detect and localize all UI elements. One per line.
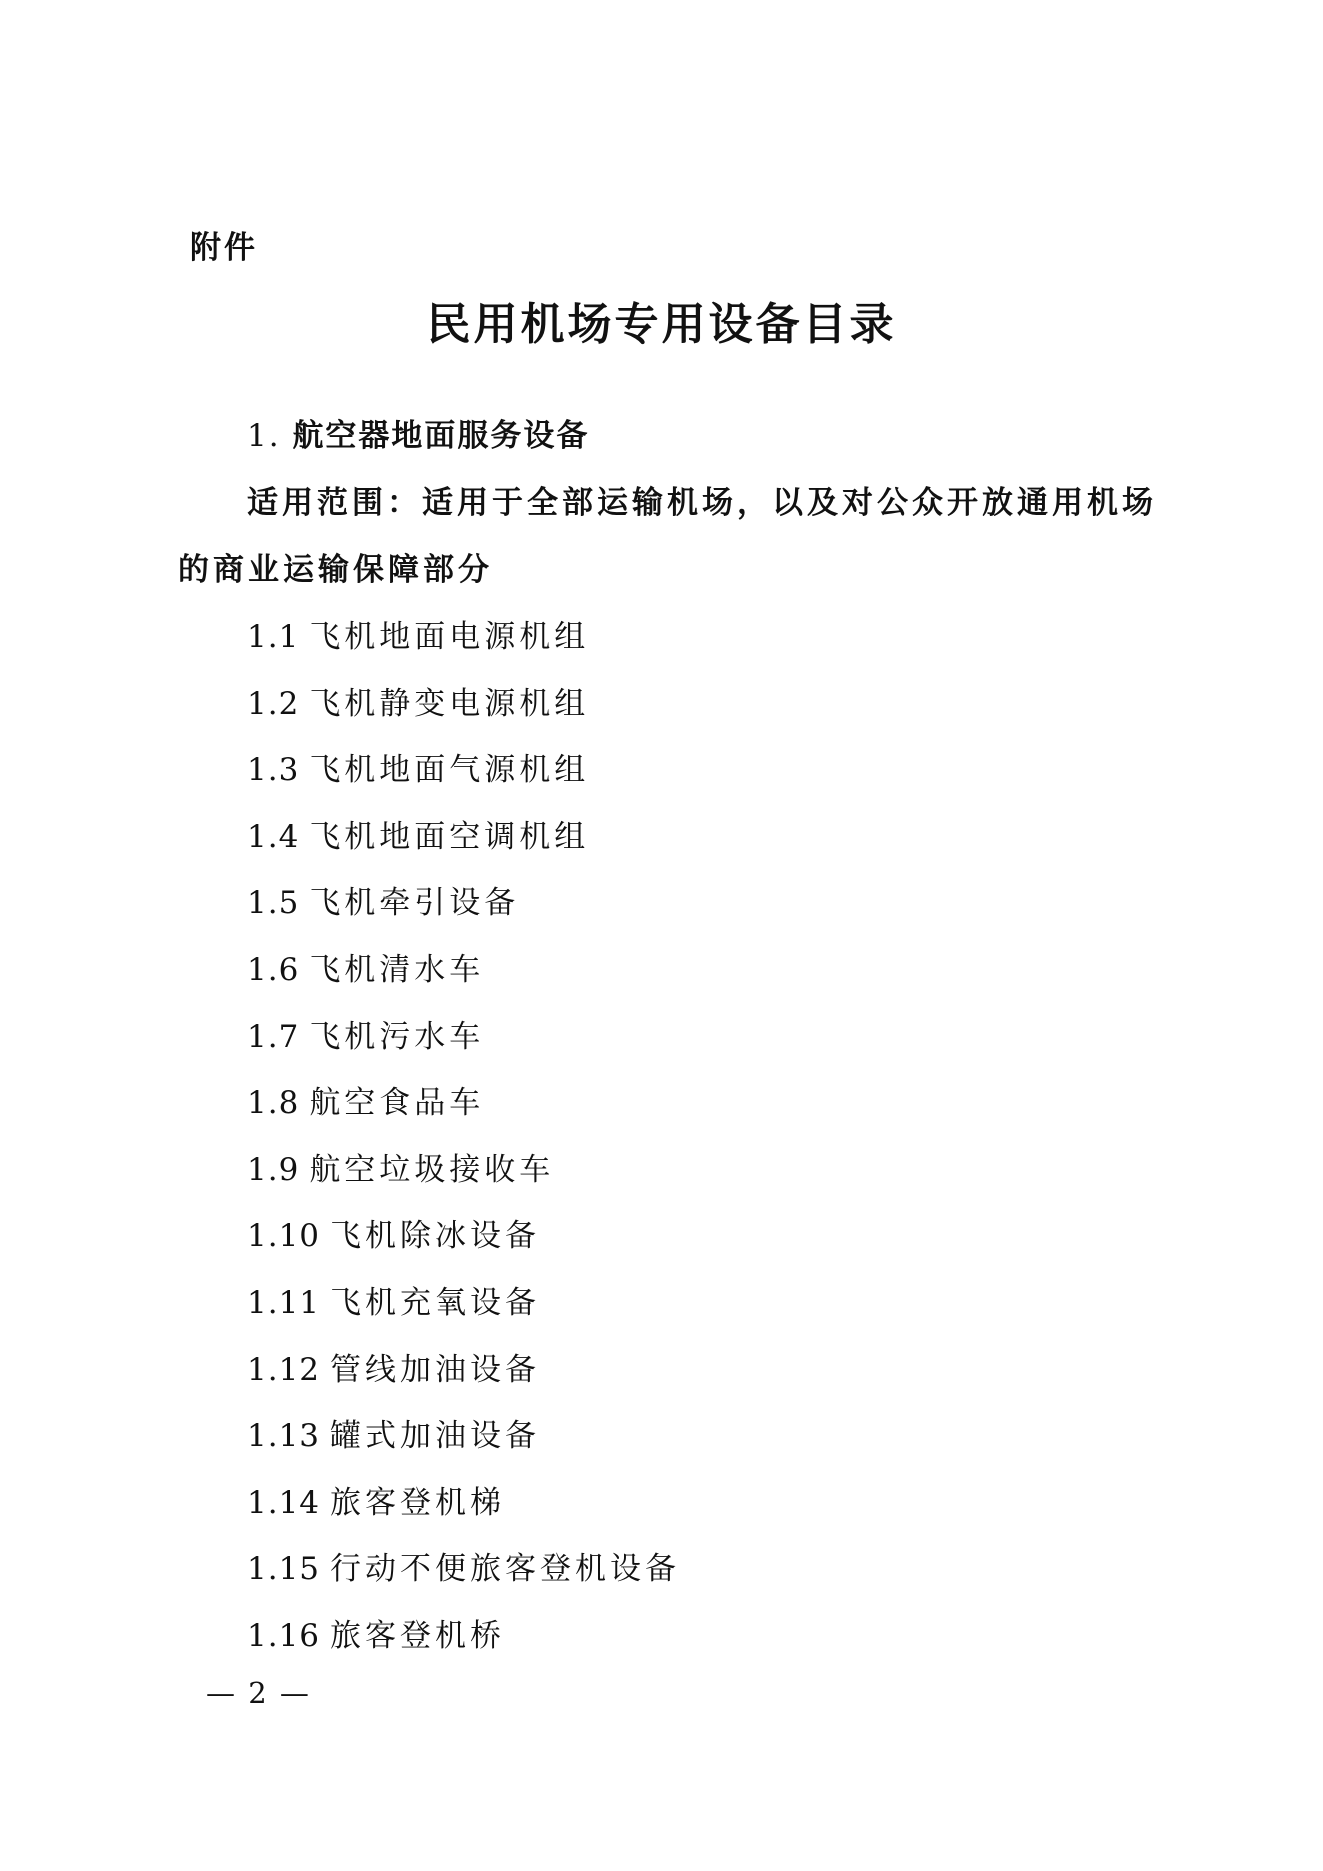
list-item: [247, 1137, 680, 1204]
item-number: 1.14: [247, 1484, 321, 1521]
list-item: [247, 1470, 680, 1537]
item-number: 1.8: [247, 1085, 300, 1122]
list-item: [247, 737, 680, 804]
item-name: 行动不便旅客登机设备: [330, 1551, 681, 1588]
list-item: [247, 1403, 680, 1470]
item-name: 飞机牵引设备: [309, 885, 520, 922]
item-name: 飞机地面气源机组: [309, 752, 590, 789]
item-name: 飞机充氧设备: [330, 1284, 541, 1321]
item-number: 1.2: [247, 685, 300, 722]
document-title: 民用机场专用设备目录: [426, 299, 897, 350]
item-name: 飞机清水车: [309, 951, 485, 988]
item-number: 1.3: [247, 752, 300, 789]
item-number: 1.15: [247, 1551, 321, 1588]
list-item: [247, 937, 680, 1004]
section-heading: [247, 410, 589, 455]
item-name: 航空垃圾接收车: [309, 1151, 555, 1188]
item-number: 1.12: [247, 1351, 321, 1388]
list-item: [247, 1004, 680, 1071]
list-item: [247, 1203, 680, 1270]
item-number: 1.1: [247, 619, 300, 655]
item-name: 航空食品车: [309, 1085, 485, 1122]
page-number: — 2 —: [206, 1676, 311, 1710]
list-item: [247, 1070, 680, 1137]
item-number: 1.5: [247, 885, 300, 922]
list-item: [247, 604, 680, 671]
list-item: [247, 1337, 680, 1404]
item-name: 飞机地面空调机组: [309, 818, 590, 855]
item-number: 1.10: [247, 1218, 321, 1255]
list-item: [247, 1536, 680, 1603]
item-name: 旅客登机梯: [330, 1484, 506, 1521]
item-number: 1.13: [247, 1418, 321, 1455]
item-name: 飞机地面电源机组: [309, 619, 590, 655]
item-number: 1.7: [247, 1018, 300, 1055]
item-name: 飞机污水车: [309, 1018, 485, 1055]
item-number: 1.9: [247, 1151, 300, 1188]
attachment-label: 附件: [190, 230, 258, 266]
item-number: 1.16: [247, 1617, 321, 1654]
list-item: [247, 804, 680, 871]
item-name: 飞机静变电源机组: [309, 685, 590, 722]
item-name: 旅客登机桥: [330, 1617, 506, 1654]
list-item: [247, 1270, 680, 1337]
item-name: 飞机除冰设备: [330, 1218, 541, 1255]
list-item: [247, 671, 680, 738]
equipment-list: [247, 604, 680, 1670]
section-heading-text: 航空器地面服务设备: [292, 418, 590, 454]
item-number: 1.11: [247, 1284, 321, 1321]
list-item: [247, 870, 680, 937]
section-number: 1.: [247, 418, 281, 454]
item-number: 1.4: [247, 818, 300, 855]
item-number: 1.6: [247, 951, 300, 988]
item-name: 罐式加油设备: [330, 1418, 541, 1455]
scope-paragraph: 适用范围：适用于全部运输机场，以及对公众开放通用机场的商业运输保障部分: [178, 485, 1157, 588]
list-item: [247, 1603, 680, 1670]
item-name: 管线加油设备: [330, 1351, 541, 1388]
